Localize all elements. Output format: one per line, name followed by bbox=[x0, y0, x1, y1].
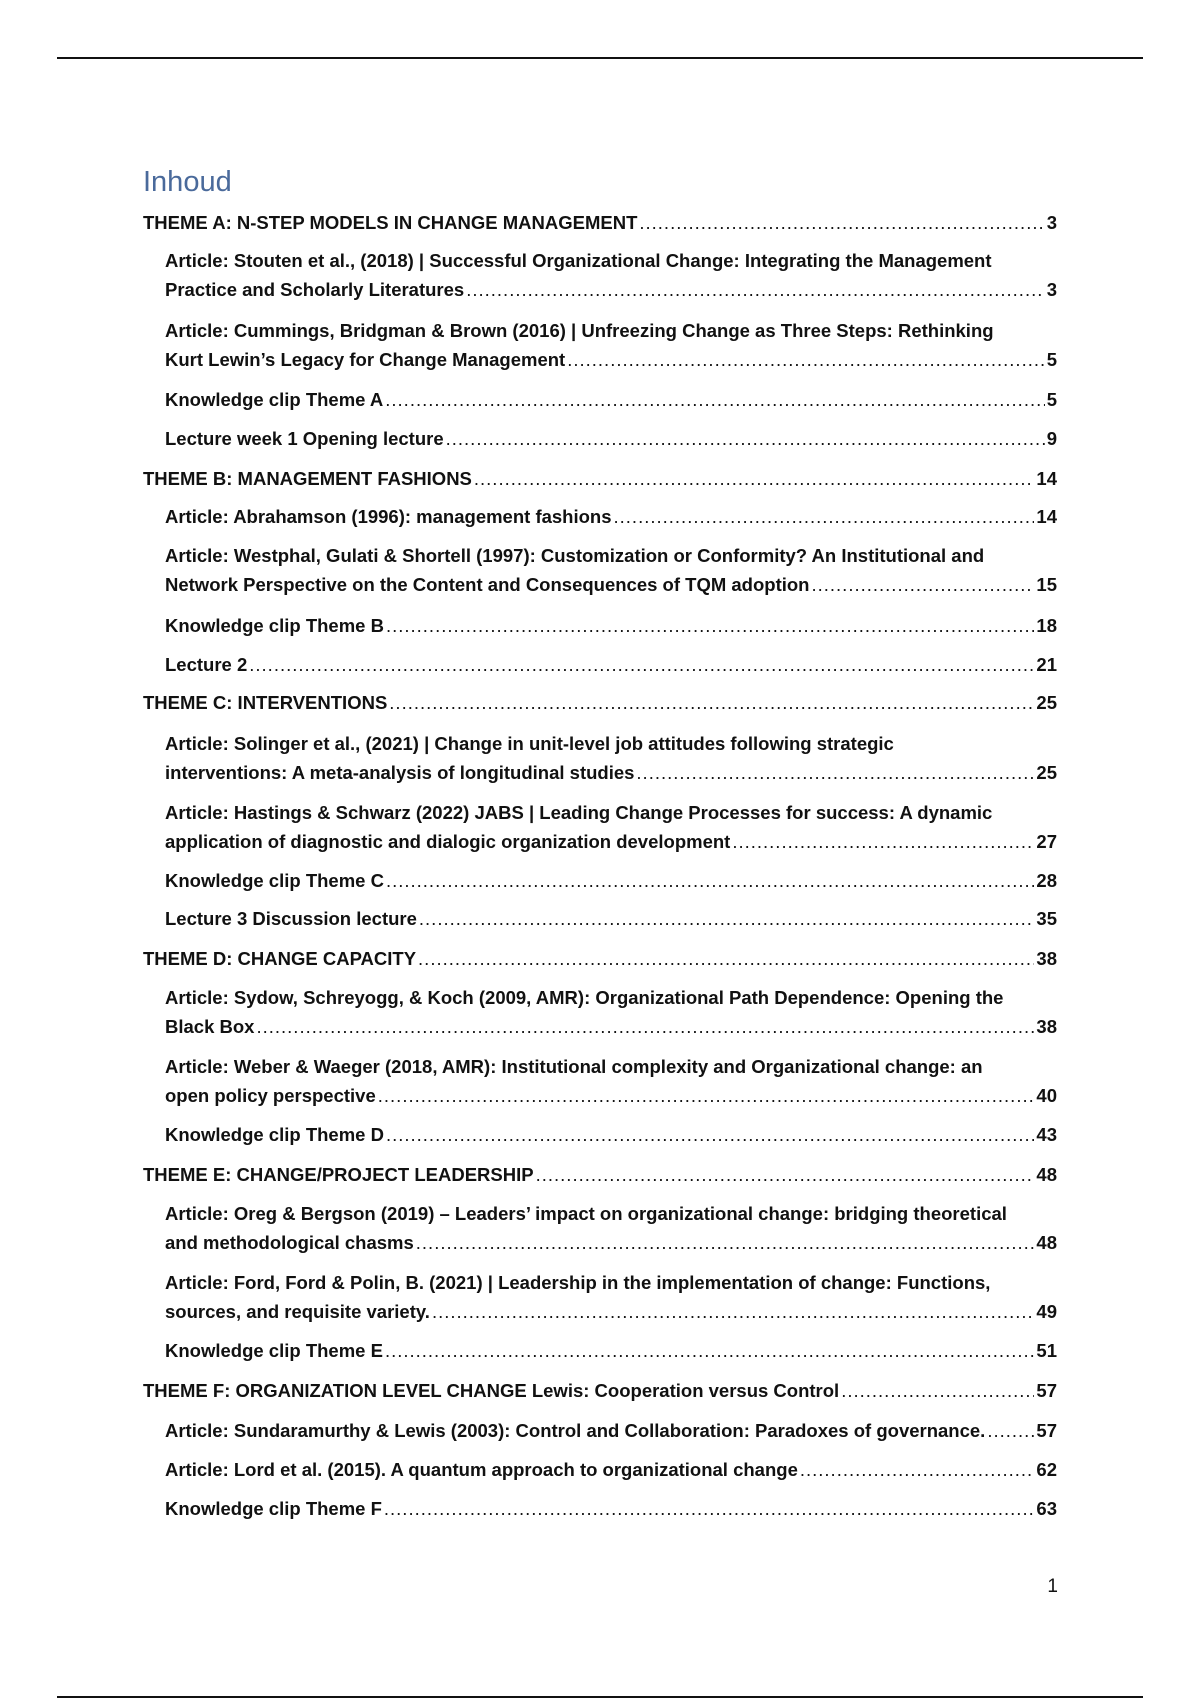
toc-entry[interactable] bbox=[165, 1120, 1057, 1149]
toc-entry[interactable] bbox=[143, 944, 1057, 973]
dot-leader bbox=[419, 904, 1035, 933]
toc-entry-title-line1: Article: Hastings & Schwarz (2022) JABS | Leading Change Processes for success: A dynamic bbox=[165, 802, 993, 823]
toc-entry-page: 15 bbox=[1036, 574, 1057, 595]
dot-leader bbox=[811, 570, 1034, 599]
toc-entry-page: 63 bbox=[1036, 1498, 1057, 1519]
dot-leader bbox=[385, 385, 1044, 414]
toc-entry-page: 35 bbox=[1036, 908, 1057, 929]
toc-entry-title-line1: Article: Cummings, Bridgman & Brown (2016) | Unfreezing Change as Three Steps: Rethinking bbox=[165, 320, 994, 341]
toc-entry-page: 3 bbox=[1046, 212, 1057, 233]
toc-entry-page: 14 bbox=[1036, 506, 1057, 527]
toc-entry-title: Knowledge clip Theme E bbox=[165, 1340, 383, 1361]
toc-entry-title: Article: Sundaramurthy & Lewis (2003): Control and Collaboration: Paradoxes of governance. bbox=[165, 1420, 986, 1441]
toc-entry[interactable] bbox=[143, 1376, 1057, 1405]
dot-leader bbox=[386, 1120, 1034, 1149]
dot-leader bbox=[389, 688, 1034, 717]
toc-entry-page: 62 bbox=[1036, 1459, 1057, 1480]
toc-entry-title: Knowledge clip Theme F bbox=[165, 1498, 382, 1519]
toc-entry[interactable] bbox=[165, 611, 1057, 640]
toc-entry-page: 27 bbox=[1036, 831, 1057, 852]
dot-leader bbox=[256, 1012, 1034, 1041]
toc-entry[interactable] bbox=[165, 1268, 1057, 1326]
toc-entry-title: Kurt Lewin’s Legacy for Change Management bbox=[165, 349, 566, 370]
toc-entry-title: THEME A: N-STEP MODELS IN CHANGE MANAGEMENT bbox=[143, 212, 638, 233]
toc-entry-page: 9 bbox=[1046, 428, 1057, 449]
dot-leader bbox=[446, 424, 1045, 453]
toc-entry[interactable] bbox=[165, 904, 1057, 933]
toc-entry-page: 40 bbox=[1036, 1085, 1057, 1106]
toc-entry[interactable] bbox=[165, 866, 1057, 895]
dot-leader bbox=[386, 611, 1034, 640]
toc-entry-page: 25 bbox=[1036, 692, 1057, 713]
toc-entry[interactable] bbox=[143, 208, 1057, 237]
dot-leader bbox=[800, 1455, 1035, 1484]
toc-entry-title: THEME B: MANAGEMENT FASHIONS bbox=[143, 468, 472, 489]
toc-entry-page: 43 bbox=[1036, 1124, 1057, 1145]
toc-entry-title: Lecture 2 bbox=[165, 654, 248, 675]
toc-entry-page: 49 bbox=[1036, 1301, 1057, 1322]
toc-entry-page: 57 bbox=[1036, 1380, 1057, 1401]
toc-entry-page: 25 bbox=[1036, 762, 1057, 783]
toc-entry-title: sources, and requisite variety. bbox=[165, 1301, 430, 1322]
toc-entry-title: Article: Lord et al. (2015). A quantum approach to organizational change bbox=[165, 1459, 798, 1480]
dot-leader bbox=[987, 1416, 1034, 1445]
toc-entry[interactable] bbox=[165, 1336, 1057, 1365]
header-rule bbox=[57, 57, 1143, 59]
toc-entry-page: 28 bbox=[1036, 870, 1057, 891]
toc-entry[interactable] bbox=[165, 729, 1057, 787]
toc-entry-page: 18 bbox=[1036, 615, 1057, 636]
toc-entry-title: THEME C: INTERVENTIONS bbox=[143, 692, 388, 713]
toc-entry-title: THEME D: CHANGE CAPACITY bbox=[143, 948, 417, 969]
toc-entry-title-line1: Article: Weber & Waeger (2018, AMR): Institutional complexity and Organizational change: an bbox=[165, 1056, 983, 1077]
toc-entry-page: 5 bbox=[1046, 389, 1057, 410]
dot-leader bbox=[386, 866, 1034, 895]
toc-entry-title: Knowledge clip Theme C bbox=[165, 870, 384, 891]
toc-entry-title: Knowledge clip Theme B bbox=[165, 615, 384, 636]
toc-entry-title: THEME F: ORGANIZATION LEVEL CHANGE Lewis: Cooperation versus Control bbox=[143, 1380, 840, 1401]
dot-leader bbox=[378, 1081, 1035, 1110]
toc-entry-page: 57 bbox=[1036, 1420, 1057, 1441]
toc-entry[interactable] bbox=[165, 983, 1057, 1041]
dot-leader bbox=[732, 827, 1034, 856]
toc-entry-title-line1: Article: Oreg & Bergson (2019) – Leaders’ impact on organizational change: bridging theoretical bbox=[165, 1203, 1007, 1224]
toc-entry-title: THEME E: CHANGE/PROJECT LEADERSHIP bbox=[143, 1164, 534, 1185]
page-number: 1 bbox=[1047, 1576, 1058, 1597]
dot-leader bbox=[249, 650, 1034, 679]
toc-entry[interactable] bbox=[165, 1494, 1057, 1523]
dot-leader bbox=[636, 758, 1034, 787]
toc-entry-title-line1: Article: Sydow, Schreyogg, & Koch (2009, AMR): Organizational Path Dependence: Opening the bbox=[165, 987, 1004, 1008]
toc-entry-title: Article: Abrahamson (1996): management fashions bbox=[165, 506, 612, 527]
toc-entry-title: and methodological chasms bbox=[165, 1232, 414, 1253]
toc-entry-page: 14 bbox=[1036, 468, 1057, 489]
toc-entry-title: Knowledge clip Theme D bbox=[165, 1124, 384, 1145]
dot-leader bbox=[418, 944, 1034, 973]
toc-entry-title: Lecture week 1 Opening lecture bbox=[165, 428, 444, 449]
toc-entry[interactable] bbox=[165, 541, 1057, 599]
toc-entry[interactable] bbox=[143, 1160, 1057, 1189]
toc-entry-page: 38 bbox=[1036, 948, 1057, 969]
toc-entry-page: 51 bbox=[1036, 1340, 1057, 1361]
toc-entry-title: Knowledge clip Theme A bbox=[165, 389, 384, 410]
dot-leader bbox=[416, 1228, 1035, 1257]
dot-leader bbox=[384, 1494, 1035, 1523]
toc-entry-page: 48 bbox=[1036, 1232, 1057, 1253]
toc-entry-title: Practice and Scholarly Literatures bbox=[165, 279, 465, 300]
toc-entry-title-line1: Article: Solinger et al., (2021) | Change in unit-level job attitudes following strategic bbox=[165, 733, 894, 754]
toc-entry-title: interventions: A meta-analysis of longitudinal studies bbox=[165, 762, 635, 783]
toc-entry[interactable] bbox=[143, 688, 1057, 717]
toc-heading: Inhoud bbox=[143, 166, 232, 198]
toc-entry[interactable] bbox=[165, 1052, 1057, 1110]
toc-entry[interactable] bbox=[165, 316, 1057, 374]
toc-entry-title: Black Box bbox=[165, 1016, 255, 1037]
dot-leader bbox=[466, 275, 1044, 304]
dot-leader bbox=[474, 464, 1035, 493]
toc-entry[interactable] bbox=[165, 385, 1057, 414]
footer-rule bbox=[57, 1696, 1143, 1698]
toc-entry[interactable] bbox=[165, 502, 1057, 531]
toc-entry-title-line1: Article: Westphal, Gulati & Shortell (1997): Customization or Conformity? An Institutional and bbox=[165, 545, 985, 566]
toc-entry[interactable] bbox=[165, 246, 1057, 304]
toc-entry-page: 3 bbox=[1046, 279, 1057, 300]
dot-leader bbox=[639, 208, 1044, 237]
dot-leader bbox=[841, 1376, 1034, 1405]
dot-leader bbox=[536, 1160, 1035, 1189]
toc-entry[interactable] bbox=[165, 424, 1057, 453]
toc-entry[interactable] bbox=[165, 1199, 1057, 1257]
dot-leader bbox=[567, 345, 1044, 374]
toc-entry[interactable] bbox=[143, 464, 1057, 493]
toc-entry-page: 5 bbox=[1046, 349, 1057, 370]
toc-entry[interactable] bbox=[165, 650, 1057, 679]
toc-entry-page: 38 bbox=[1036, 1016, 1057, 1037]
dot-leader bbox=[614, 502, 1035, 531]
toc-entry-page: 21 bbox=[1036, 654, 1057, 675]
toc-entry-title-line1: Article: Ford, Ford & Polin, B. (2021) | Leadership in the implementation of change: Functions, bbox=[165, 1272, 991, 1293]
dot-leader bbox=[432, 1297, 1034, 1326]
toc-entry-title: application of diagnostic and dialogic organization development bbox=[165, 831, 731, 852]
toc-entry[interactable] bbox=[165, 1416, 1057, 1445]
toc-entry-title: open policy perspective bbox=[165, 1085, 376, 1106]
toc-entry-title-line1: Article: Stouten et al., (2018) | Successful Organizational Change: Integrating the Management bbox=[165, 250, 992, 271]
toc-entry[interactable] bbox=[165, 1455, 1057, 1484]
toc-entry[interactable] bbox=[165, 798, 1057, 856]
toc-entry-title: Lecture 3 Discussion lecture bbox=[165, 908, 417, 929]
toc-entry-title: Network Perspective on the Content and Consequences of TQM adoption bbox=[165, 574, 810, 595]
dot-leader bbox=[385, 1336, 1034, 1365]
toc-entry-page: 48 bbox=[1036, 1164, 1057, 1185]
